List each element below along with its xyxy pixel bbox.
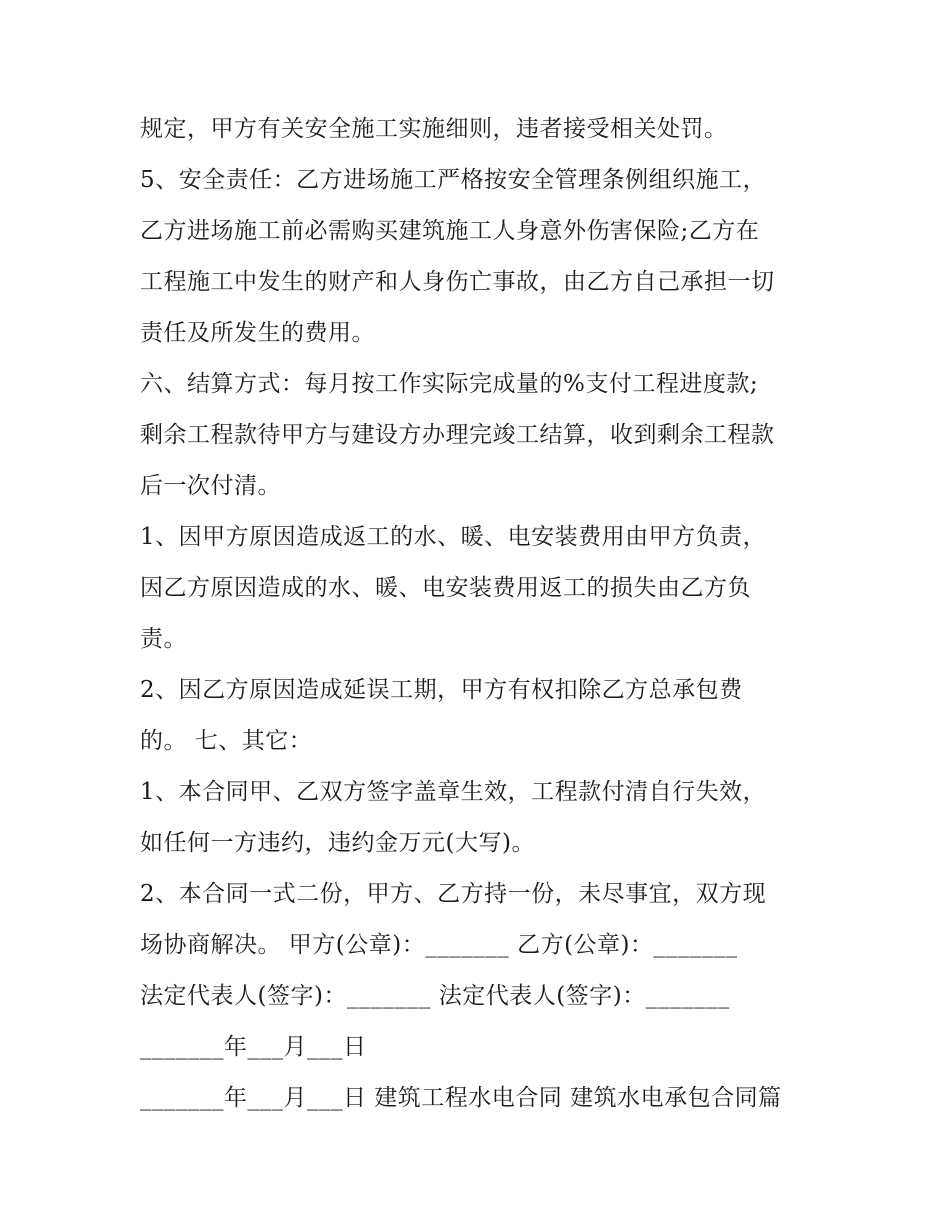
text-line: 乙方进场施工前必需购买建筑施工人身意外伤害保险;乙方在	[140, 218, 760, 244]
text-line: 六、结算方式：每月按工作实际完成量的%支付工程进度款;	[140, 371, 759, 397]
text-line: 后一次付清。	[140, 473, 281, 499]
text-line: 规定，甲方有关安全施工实施细则，违者接受相关处罚。	[140, 116, 728, 142]
text-line: 如任何一方违约，违约金万元(大写)。	[140, 830, 535, 856]
text-line: _______年___月___日 建筑工程水电合同 建筑水电承包合同篇	[140, 1085, 782, 1111]
text-line: _______年___月___日	[140, 1034, 367, 1060]
text-line: 法定代表人(签字)：_______ 法定代表人(签字)：_______	[140, 983, 730, 1009]
text-line: 2、因乙方原因造成延误工期，甲方有权扣除乙方总承包费	[140, 677, 743, 703]
text-line: 2、本合同一式二份，甲方、乙方持一份，未尽事宜，双方现	[140, 881, 767, 907]
text-line: 责。	[140, 626, 187, 652]
text-line: 的。 七、其它：	[140, 728, 313, 754]
text-line: 工程施工中发生的财产和人身伤亡事故，由乙方自己承担一切	[140, 269, 775, 295]
text-line: 因乙方原因造成的水、暖、电安装费用返工的损失由乙方负	[140, 575, 751, 601]
text-line: 责任及所发生的费用。	[140, 320, 375, 346]
text-line: 5、安全责任：乙方进场施工严格按安全管理条例组织施工，	[140, 167, 767, 193]
text-line: 场协商解决。 甲方(公章)：_______ 乙方(公章)：_______	[140, 932, 738, 958]
text-line: 1、本合同甲、乙双方签字盖章生效，工程款付清自行失效，	[140, 779, 767, 805]
text-line: 1、因甲方原因造成返工的水、暖、电安装费用由甲方负责，	[140, 524, 767, 550]
text-line: 剩余工程款待甲方与建设方办理完竣工结算，收到剩余工程款	[140, 422, 775, 448]
